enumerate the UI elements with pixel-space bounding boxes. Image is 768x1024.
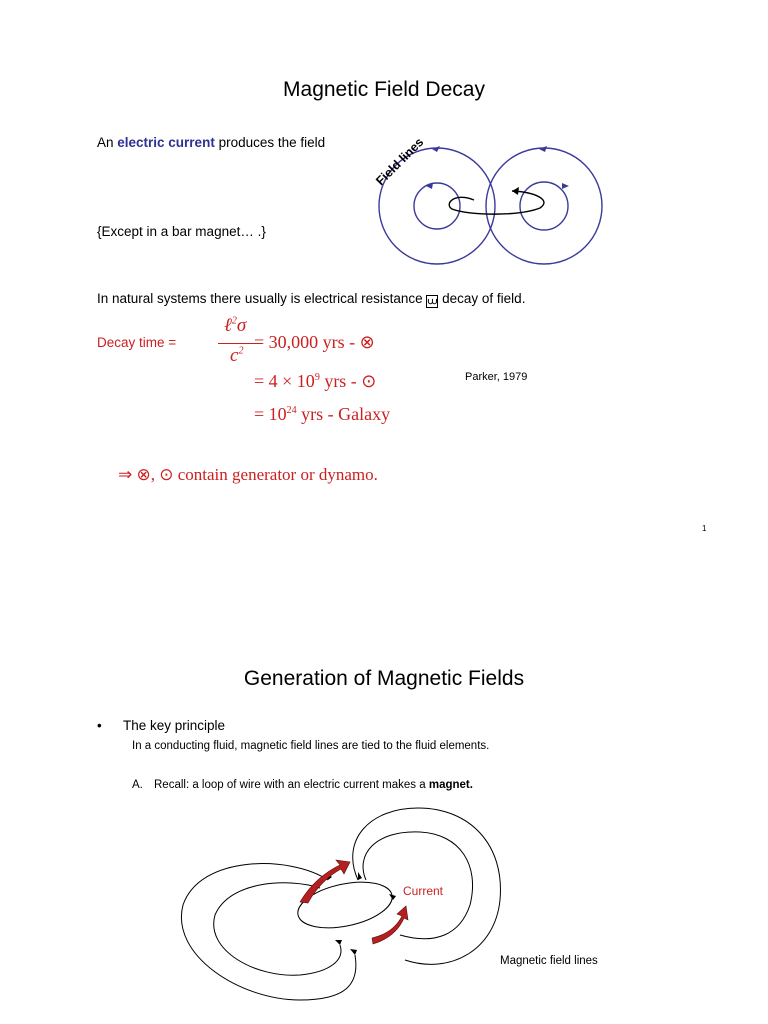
current-label: Current — [403, 884, 444, 898]
field-arrow-icon — [335, 940, 342, 945]
resistance-suffix: decay of field. — [438, 291, 526, 306]
except-text: {Except in a bar magnet… .} — [97, 224, 266, 239]
slide2-title: Generation of Magnetic Fields — [243, 667, 525, 690]
resistance-prefix: In natural systems there usually is electrical resistance — [97, 291, 427, 306]
eq3-exponent: 24 — [286, 405, 297, 416]
eq3-base: = 10 — [254, 404, 287, 424]
numerator-sigma: σ — [236, 315, 247, 336]
denominator-exponent: 2 — [238, 345, 244, 357]
current-wire-loop — [294, 874, 397, 935]
field-arrow-icon — [358, 872, 362, 880]
eq2-exponent: 9 — [314, 372, 320, 383]
bullet-subtext: In a conducting fluid, magnetic field lines are tied to the fluid elements. — [132, 740, 490, 752]
field-lines-label: Field lines — [373, 134, 427, 189]
eq3-suffix: yrs - Galaxy — [296, 404, 391, 424]
item-a-marker: A. — [132, 779, 143, 791]
bullet-key-principle: The key principle — [123, 718, 226, 733]
conclusion: ⇒ ⊗, ⊙ contain generator or dynamo. — [118, 465, 378, 484]
implies-box-icon: ⩊ — [427, 296, 437, 306]
item-a-prefix: Recall: a loop of wire with an electric current makes a — [154, 779, 429, 791]
current-arrow-icon — [389, 894, 396, 900]
eq2-base: = 4 × 10 — [254, 371, 315, 391]
denominator-c: c — [230, 345, 239, 366]
field-arrow-icon — [350, 949, 357, 955]
numerator-l: ℓ — [224, 315, 232, 336]
intro-suffix: produces the field — [214, 135, 326, 150]
equation-sun: = 30,000 yrs - ⊗ — [254, 332, 375, 352]
magnetic-field-lines-label: Magnetic field lines — [500, 955, 598, 967]
bullet-marker: • — [97, 718, 102, 733]
eq2-suffix: yrs - ⊙ — [319, 371, 377, 391]
numerator-exponent: 2 — [231, 315, 237, 327]
red-current-arrow-icon — [372, 906, 408, 944]
page-number: 1 — [702, 524, 707, 533]
red-current-arrow-icon — [300, 860, 350, 903]
intro-prefix: An — [97, 135, 118, 150]
item-a-bold: magnet. — [428, 779, 473, 791]
citation: Parker, 1979 — [465, 371, 528, 383]
left-inner-field-loop — [214, 883, 341, 975]
decay-time-label: Decay time = — [97, 335, 177, 350]
slide1-title: Magnetic Field Decay — [283, 78, 485, 101]
intro-bold-term: electric current — [117, 135, 215, 150]
